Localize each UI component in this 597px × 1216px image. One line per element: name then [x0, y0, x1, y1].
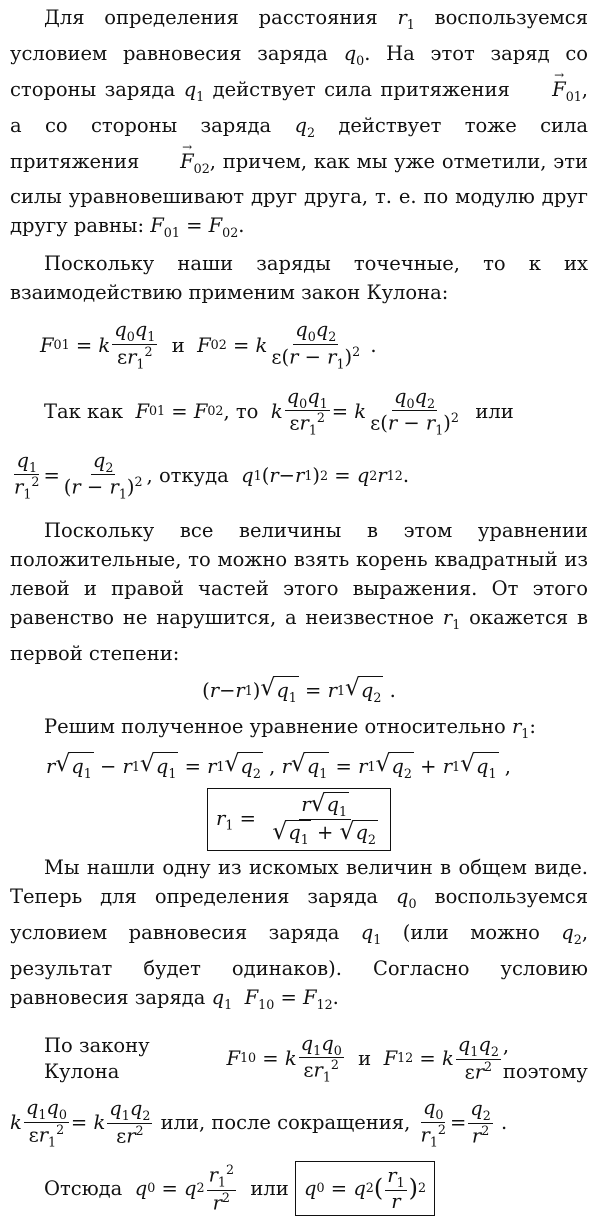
paragraph-equilibrium: Для определения расстояния $r_1$ воспользуемся условием равновесия заряда $q_0$. На этот заряд со стороны заряда $q_1$ действует сила притяжения → $F_{01}$, а со стороны заряда $q_2$ действует тоже сила притяжения → $F_{02}$, причем, как мы уже отметили, эти силы уравновешивают друг друга, т. е. по модулю друг другу равны: $F_{01} = F_{02}$.: [10, 3, 588, 247]
formula-coulomb-q1: По закону Кулона F 10 = k $\frac{q_1q_0}{\varepsilon r_1^2}$ и F 12 = k $\frac{q_1q_2}{\varepsilon r^2}$ , поэтому: [44, 1031, 588, 1085]
formula-force-equality: Так как F 01 = F 02 , то k $\frac{q_0q_1}{\varepsilon r_1^2}$ = k $\frac{q_0q_2}{\varepsilon(r - r_1)^2}$ или: [44, 384, 514, 438]
formula-coulomb-forces: F 01 = k $\frac{q_0q_1}{\varepsilon r_1^2}$ и F 02 = k $\frac{q_0q_2}{\varepsilon(r - r_1)^2}$ .: [40, 318, 377, 372]
formula-simplify: k $\frac{q_1q_0}{\varepsilon r_1^2}$ = k $\frac{q_1q_2}{\varepsilon r^2}$ или, после сокращения, $\frac{q_0}{r_1^2}$ = $\frac{q_2}{r^2}$ .: [10, 1095, 508, 1150]
paragraph-coulomb-law: Поскольку наши заряды точечные, то к их взаимодействию применим закон Кулона:: [10, 252, 588, 305]
paragraph-q0: Мы нашли одну из искомых величин в общем виде. Теперь для определения заряда $q_0$ воспользуемся условием равновесия заряда $q_1$ (или можно $q_2$, результат будет одинаков). Согласно условию равновесия заряда $q_1$ $F_{10} = F_{12}$.: [10, 855, 589, 1012]
formula-r1-result: $r_1$ = r √ $q_1$ √ $q_1$ + √ $q_2$: [10, 788, 588, 851]
formula-sqrt-equation: ( r − r 1 ) √ $q_1$ = r 1 √ $q_2$ .: [202, 672, 396, 705]
paragraph-solve: Решим полученное уравнение относительно $r_1$:: [44, 715, 536, 741]
boxed-q0: q 0 = q 2 ( $\frac{r_1}{r}$ ) 2: [295, 1161, 435, 1216]
paragraph-square-root: Поскольку все величины в этом уравнении положительные, то можно взять корень квадратный из левой и правой частей этого выражения. От этого равенство не нарушится, а неизвестное $r_1$ окажется в первой степени:: [10, 518, 588, 665]
formula-ratio: $\frac{q_1}{r_1^2}$ = $\frac{q_2}{(r - r_1)^2}$ , откуда q 1 ( r − r 1 ) 2 = q 2 r 1 2 .: [14, 448, 410, 502]
formula-q0-result: Отсюда q 0 = q 2 $\frac{r_1^2}{r^2}$ или q 0 = q 2 ( $\frac{r_1}{r}$ ) 2: [44, 1161, 588, 1216]
formula-solve-steps: r √ $q_1$ − r 1 √ $q_1$ = r 1 √ $q_2$ , r √ $q_1$ = r 1 √ $q_2$ + r 1 √ $q_1$ ,: [46, 748, 511, 781]
